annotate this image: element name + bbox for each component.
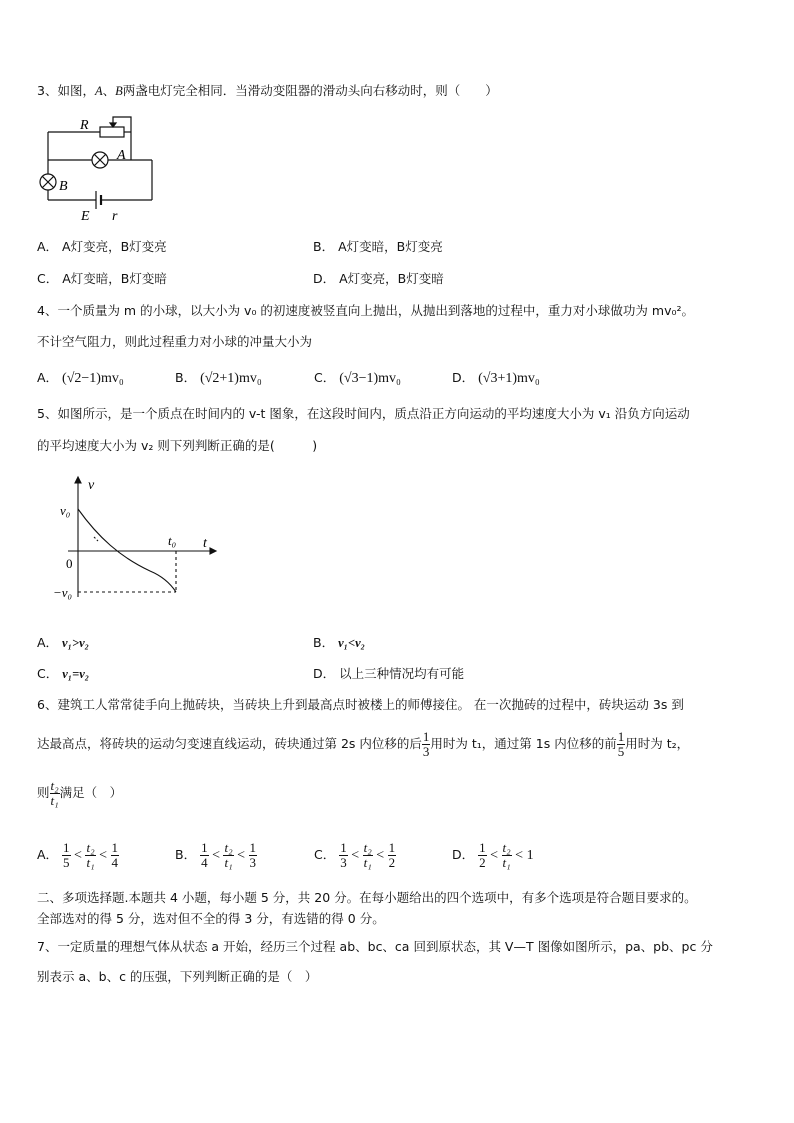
q3-option-d[interactable]: D． A灯变亮，B灯变暗 [313, 271, 444, 286]
section2-heading-line1: 二、多项选择题.本题共 4 小题，每小题 5 分，共 20 分。在每小题给出的四个选项中，有多个选项是符合题目要求的。 [37, 890, 697, 905]
q6-stem-line2: 达最高点，将砖块的运动匀变速直线运动，砖块通过第 2s 内位移的后 $\frac{1}{3}$ 用时为 t₁，通过第 1s 内位移的前 $\frac{1}{5}$ 用时为 t₂， [37, 729, 690, 759]
q5-option-a[interactable]: A． v₁>v₂ [37, 635, 89, 650]
label-b: B [59, 179, 68, 194]
q4-stem-line2: 不计空气阻力，则此过程重力对小球的冲量大小为 [37, 334, 313, 349]
section2-heading-line2: 全部选对的得 5 分，选对但不全的得 3 分，有选错的得 0 分。 [37, 911, 385, 926]
q5-option-c[interactable]: C． v₁=v₂ [37, 666, 90, 681]
q5-option-b[interactable]: B． v₁<v₂ [313, 635, 365, 650]
q7-stem-line1: 7、一定质量的理想气体从状态 a 开始，经历三个过程 ab、bc、ca 回到原状态，其 V—T 图像如图所示，pa、pb、pc 分 [37, 939, 713, 954]
label-t0: t₀ [168, 533, 177, 548]
q3-stem: 3、如图，A、B两盏电灯完全相同．当滑动变阻器的滑动头向右移动时，则（ ） [37, 83, 498, 98]
q3-option-a[interactable]: A． A灯变亮，B灯变亮 [37, 239, 167, 254]
q4-option-a[interactable]: A． (√2−1)mv₀ [37, 370, 124, 386]
label-t: t [203, 536, 207, 551]
q4-option-d[interactable]: D． (√3+1)mv₀ [452, 370, 540, 386]
frac-one-third: $\frac{1}{3}$ [422, 729, 430, 759]
q3-option-b[interactable]: B． A灯变暗，B灯变亮 [313, 239, 443, 254]
rheostat-r [100, 127, 124, 137]
q6-stem-line1: 6、建筑工人常常徒手向上抛砖块，当砖块上升到最高点时被楼上的师傅接住。 在一次抛砖的过程中，砖块运动 3s 到 [37, 697, 684, 712]
label-a: A [117, 148, 126, 163]
q6-option-d[interactable]: D． $\frac{1}{2}$ < $\frac{\text{t₂}}{\text{t₁}}$ < 1 [452, 840, 534, 870]
q4-option-c[interactable]: C． (√3−1)mv₀ [314, 370, 401, 386]
q5-vt-graph [50, 475, 220, 605]
label-r: R [80, 118, 89, 133]
q4-option-b[interactable]: B． (√2+1)mv₀ [175, 370, 262, 386]
q5-stem-line2: 的平均速度大小为 v₂ 则下列判断正确的是( ) [37, 438, 318, 453]
q6-option-c[interactable]: C． $\frac{1}{3}$ < $\frac{\text{t₂}}{\text{t₁}}$ < $\frac{1}{2}$ [314, 840, 396, 870]
frac-one-fifth: $\frac{1}{5}$ [617, 729, 625, 759]
q6-option-a[interactable]: A． $\frac{1}{5}$ < $\frac{\text{t₂}}{\text{t₁}}$ < $\frac{1}{4}$ [37, 840, 118, 870]
label-e: E [81, 209, 90, 224]
q5-option-d[interactable]: D． 以上三种情况均有可能 [313, 666, 465, 681]
label-origin: 0 [66, 556, 73, 571]
q5-stem-line1: 5、如图所示，是一个质点在时间内的 v-t 图象，在这段时间内，质点沿正方向运动的平均速度大小为 v₁ 沿负方向运动 [37, 406, 690, 421]
q7-stem-line2: 别表示 a、b、c 的压强，下列判断正确的是（ ） [37, 969, 318, 984]
label-neg-v0: −v₀ [53, 585, 73, 600]
q3-option-c[interactable]: C． A灯变暗，B灯变暗 [37, 271, 167, 286]
frac-t2-t1: $\frac{\text{t₂}}{\text{t₁}}$ [50, 778, 59, 808]
q4-stem-line1: 4、一个质量为 m 的小球，以大小为 v₀ 的初速度被竖直向上抛出，从抛出到落地的过程中，重力对小球做功为 mv₀²。 [37, 303, 695, 318]
label-internal-r: r [112, 209, 118, 224]
q6-stem-line3: 则 $\frac{\text{t₂}}{\text{t₁}}$ 满足（ ） [37, 778, 123, 808]
label-v: v [88, 478, 95, 493]
label-v0: v₀ [60, 503, 71, 518]
q6-option-b[interactable]: B． $\frac{1}{4}$ < $\frac{\text{t₂}}{\text{t₁}}$ < $\frac{1}{3}$ [175, 840, 257, 870]
q3-circuit-diagram [34, 112, 164, 224]
